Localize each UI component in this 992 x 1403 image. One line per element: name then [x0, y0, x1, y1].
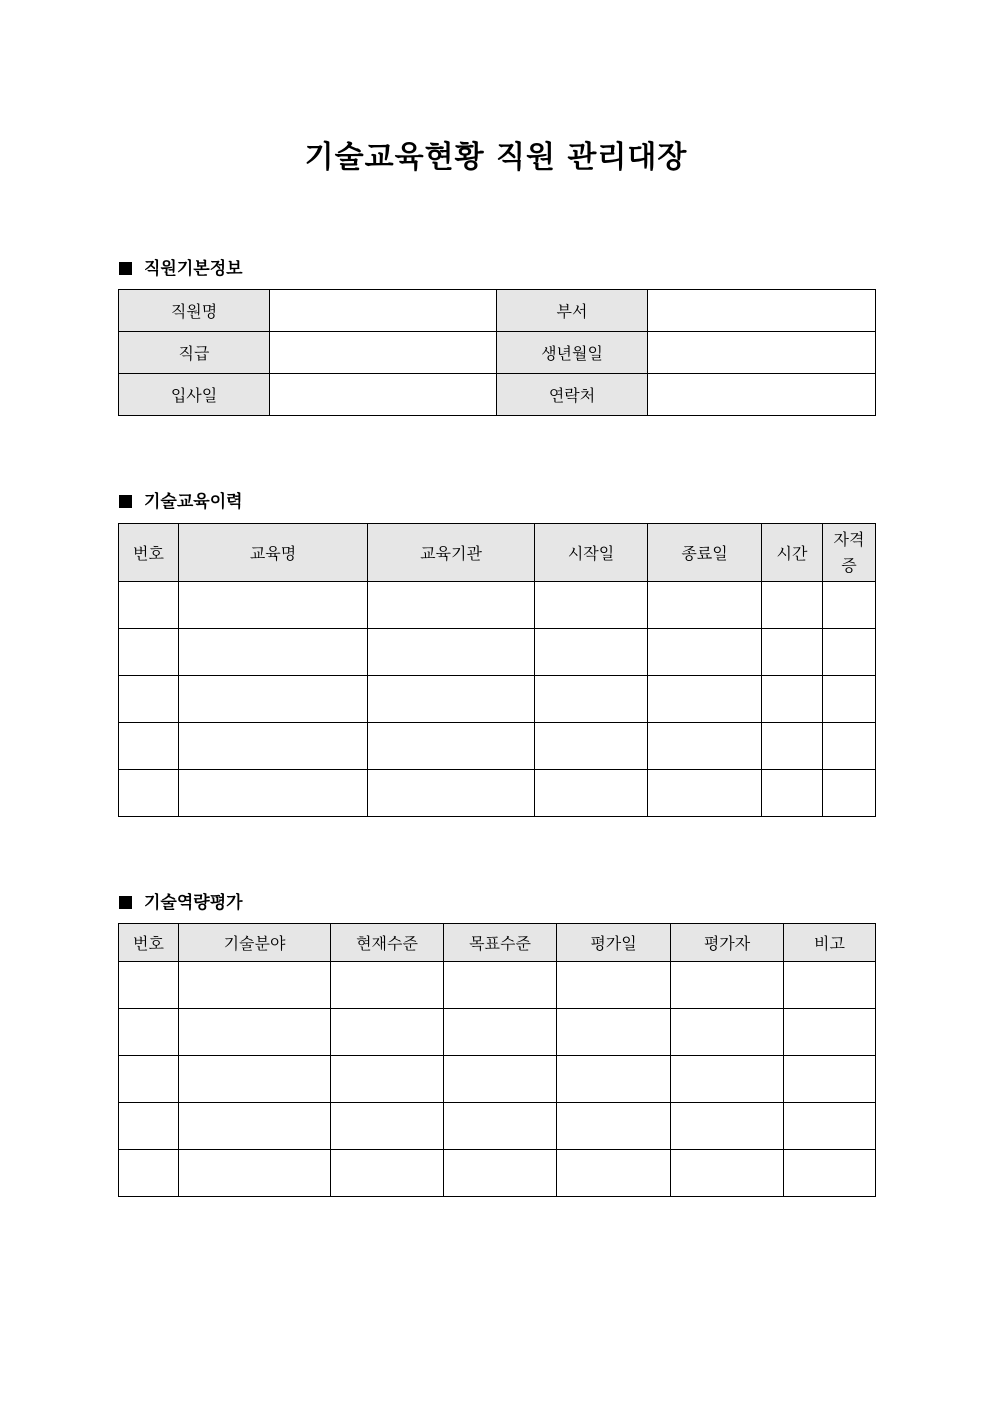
col-header-remarks: 비고: [784, 924, 876, 962]
col-header-number: 번호: [119, 924, 179, 962]
birthdate-label: 생년월일: [497, 332, 648, 374]
table-row: [119, 582, 876, 629]
table-row: [119, 1150, 876, 1197]
col-header-skill-field: 기술분야: [179, 924, 331, 962]
section-evaluation-heading: [119, 888, 243, 913]
table-row: [119, 290, 876, 332]
col-header-start-date: 시작일: [535, 524, 648, 582]
col-header-certificate: [823, 524, 876, 582]
section-training-heading: [119, 487, 243, 512]
section-training-label: 기술교육이력: [144, 492, 243, 512]
col-header-current-level: 현재수준: [331, 924, 444, 962]
hire-date-field[interactable]: [270, 374, 497, 416]
table-row: [119, 1056, 876, 1103]
col-header-evaluation-date: 평가일: [557, 924, 671, 962]
table-header-row: [119, 924, 876, 962]
training-history-table: [118, 523, 876, 817]
table-header-row: [119, 524, 876, 582]
employee-name-field[interactable]: [270, 290, 497, 332]
col-header-hours: 시간: [762, 524, 823, 582]
contact-field[interactable]: [648, 374, 876, 416]
table-row: [119, 962, 876, 1009]
col-header-end-date: 종료일: [648, 524, 762, 582]
table-row: [119, 374, 876, 416]
rank-label: 직급: [119, 332, 270, 374]
col-header-course-name: 교육명: [179, 524, 368, 582]
square-bullet-icon: [119, 262, 132, 275]
document-title: 기술교육현황 직원 관리대장: [304, 140, 688, 175]
col-header-evaluator: 평가자: [671, 924, 784, 962]
table-row: [119, 676, 876, 723]
section-basic-info-heading: [119, 254, 243, 279]
col-header-certificate-line2: 증: [841, 555, 857, 575]
skill-evaluation-table: [118, 923, 876, 1197]
contact-label: 연락처: [497, 374, 648, 416]
table-row: [119, 332, 876, 374]
square-bullet-icon: [119, 495, 132, 508]
birthdate-field[interactable]: [648, 332, 876, 374]
table-row: [119, 770, 876, 817]
col-header-number: 번호: [119, 524, 179, 582]
hire-date-label: 입사일: [119, 374, 270, 416]
col-header-target-level: 목표수준: [444, 924, 557, 962]
section-evaluation-label: 기술역량평가: [144, 893, 243, 913]
basic-info-table: [118, 289, 876, 416]
table-row: [119, 723, 876, 770]
employee-name-label: 직원명: [119, 290, 270, 332]
table-row: [119, 1009, 876, 1056]
table-row: [119, 1103, 876, 1150]
col-header-certificate-line1: 자격: [833, 529, 865, 549]
rank-field[interactable]: [270, 332, 497, 374]
square-bullet-icon: [119, 896, 132, 909]
col-header-institution: 교육기관: [368, 524, 535, 582]
department-field[interactable]: [648, 290, 876, 332]
table-row: [119, 629, 876, 676]
section-basic-info-label: 직원기본정보: [144, 259, 243, 279]
department-label: 부서: [497, 290, 648, 332]
